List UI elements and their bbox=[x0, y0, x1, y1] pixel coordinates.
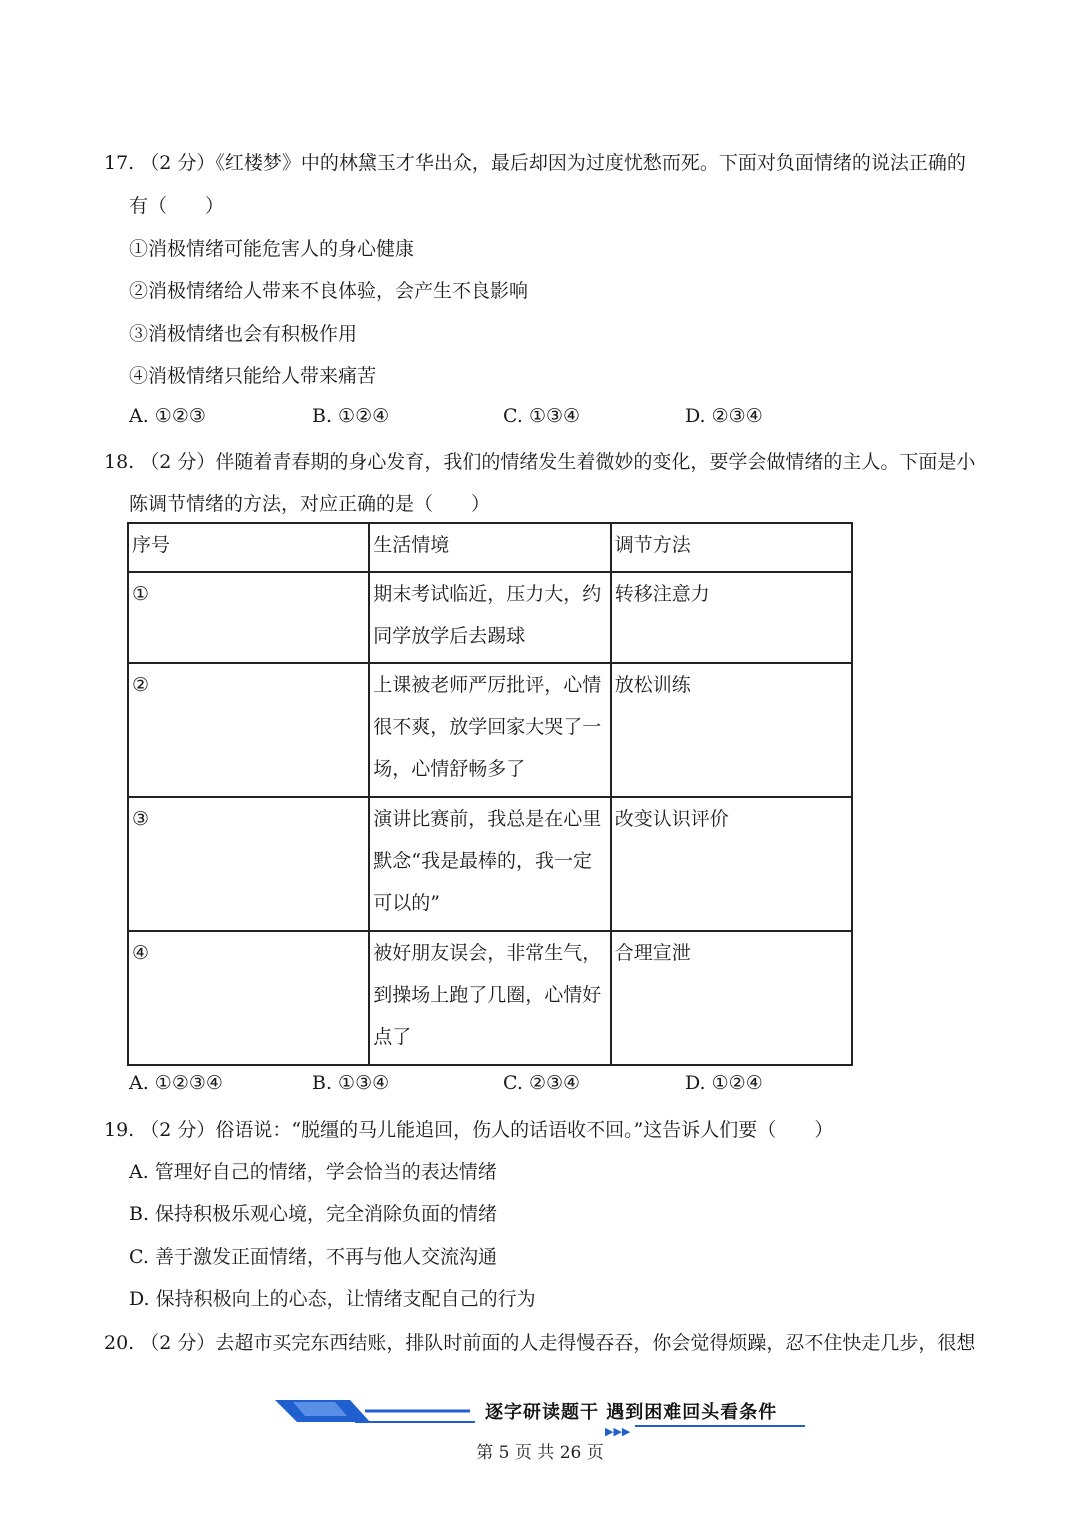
table-row bbox=[128, 663, 852, 797]
row-number: ④ bbox=[128, 931, 369, 1065]
q17-option-c: C. ①③④ bbox=[503, 405, 581, 427]
q17-statement-2: ②消极情绪给人带来不良体验，会产生不良影响 bbox=[129, 280, 529, 302]
row-number: ③ bbox=[128, 797, 369, 931]
row-number: ② bbox=[128, 663, 369, 797]
row-method: 转移注意力 bbox=[611, 572, 852, 663]
q17-stem-line1: 17. （2 分）《红楼梦》中的林黛玉才华出众，最后却因为过度忧愁而死。下面对负面情绪的说法正确的 bbox=[104, 152, 966, 174]
row-method: 合理宣泄 bbox=[611, 931, 852, 1065]
row-method: 放松训练 bbox=[611, 663, 852, 797]
q18-table bbox=[127, 522, 853, 1066]
q18-stem-line1: 18. （2 分）伴随着青春期的身心发育，我们的情绪发生着微妙的变化，要学会做情绪的主人。下面是小 bbox=[104, 451, 976, 473]
q17-option-b: B. ①②④ bbox=[312, 405, 390, 427]
q19-option-c: C. 善于激发正面情绪，不再与他人交流沟通 bbox=[129, 1246, 497, 1268]
q17-option-d: D. ②③④ bbox=[685, 405, 763, 427]
q19-option-a: A. 管理好自己的情绪，学会恰当的表达情绪 bbox=[129, 1161, 497, 1183]
q18-option-d: D. ①②④ bbox=[685, 1072, 763, 1094]
row-situation: 上课被老师严厉批评，心情很不爽，放学回家大哭了一场，心情舒畅多了 bbox=[373, 674, 602, 780]
row-situation: 演讲比赛前，我总是在心里默念“我是最棒的，我一定可以的” bbox=[373, 808, 602, 914]
q17-statement-4: ④消极情绪只能给人带来痛苦 bbox=[129, 365, 377, 387]
q18-stem-line2: 陈调节情绪的方法，对应正确的是（ ） bbox=[129, 493, 491, 515]
q19-stem: 19. （2 分）俗语说：“脱缰的马儿能追回，伤人的话语收不回。”这告诉人们要（ ） bbox=[104, 1119, 834, 1141]
q18-option-a: A. ①②③④ bbox=[129, 1072, 223, 1094]
q18-option-c: C. ②③④ bbox=[503, 1072, 581, 1094]
header-method: 调节方法 bbox=[611, 523, 852, 572]
row-situation: 被好朋友误会，非常生气，到操场上跑了几圈，心情好点了 bbox=[373, 942, 602, 1048]
row-method: 改变认识评价 bbox=[611, 797, 852, 931]
table-header-row bbox=[128, 523, 852, 572]
q17-statement-1: ①消极情绪可能危害人的身心健康 bbox=[129, 238, 415, 260]
header-number: 序号 bbox=[128, 523, 369, 572]
q17-option-a: A. ①②③ bbox=[129, 405, 206, 427]
row-number: ① bbox=[128, 572, 369, 663]
q19-option-b: B. 保持积极乐观心境，完全消除负面的情绪 bbox=[129, 1203, 498, 1225]
page-number: 第 5 页 共 26 页 bbox=[476, 1443, 604, 1463]
q20-stem: 20. （2 分）去超市买完东西结账，排队时前面的人走得慢吞吞，你会觉得烦躁，忍不住快走几步，很想 bbox=[104, 1332, 976, 1354]
footer-arrows-icon: ▶▶▶ bbox=[605, 1425, 631, 1438]
q19-option-d: D. 保持积极向上的心态，让情绪支配自己的行为 bbox=[129, 1288, 536, 1310]
table-row bbox=[128, 931, 852, 1065]
table-row bbox=[128, 572, 852, 663]
q17-stem-line2: 有（ ） bbox=[129, 195, 225, 217]
table-row bbox=[128, 797, 852, 931]
q18-option-b: B. ①③④ bbox=[312, 1072, 390, 1094]
header-situation: 生活情境 bbox=[369, 523, 610, 572]
footer-slogan: 逐字研读题干 遇到困难回头看条件 bbox=[485, 1402, 778, 1423]
q17-statement-3: ③消极情绪也会有积极作用 bbox=[129, 323, 358, 345]
row-situation: 期末考试临近，压力大，约同学放学后去踢球 bbox=[373, 583, 602, 647]
